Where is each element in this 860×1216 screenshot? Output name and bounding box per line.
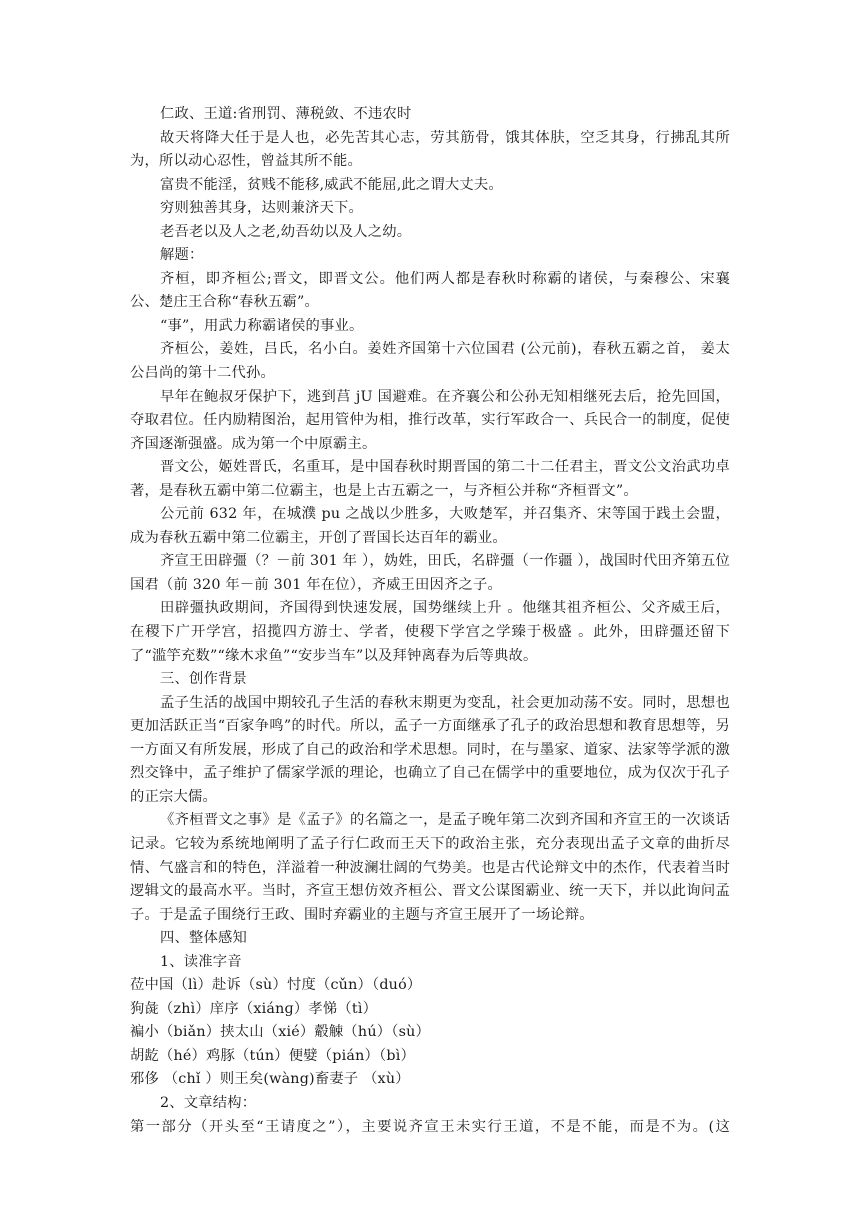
paragraph: 第一部分（开头至“王请度之”），主要说齐宣王未实行王道，不是不能，而是不为。(这 <box>130 1118 730 1135</box>
paragraph: 富贵不能淫，贫贱不能移,威武不能屈,此之谓大丈夫。 <box>160 176 503 193</box>
subsection-heading: 2、文章结构： <box>160 1094 257 1111</box>
section-heading: 四、整体感知 <box>160 930 247 947</box>
document-body <box>130 103 730 1139</box>
section-heading: 三、创作背景 <box>160 671 247 688</box>
subsection-heading: 1、读准字音 <box>160 953 242 970</box>
paragraph: 仁政、王道:省刑罚、薄税敛、不违农时 <box>160 106 412 122</box>
paragraph: 穷则独善其身，达则兼济天下。 <box>160 200 363 217</box>
paragraph: 齐宣王田辟彊（？－前 301 年 ），妫姓，田氏，名辟彊（一作疆 ），战国时代田齐第五位国君（前 320 年－前 301 年在位），齐威王田因齐之子。 <box>130 553 730 593</box>
paragraph: 《齐桓晋文之事》是《孟子》的名篇之一，是孟子晚年第二次到齐国和齐宣王的一次谈话记录。它较为系统地阐明了孟子行仁政而王天下的政治主张，充分表现出孟子文章的曲折尽情、气盛言和的特色，洋溢着一种波澜壮阔的气势美。也是古代论辩文中的杰作，代表着当时逻辑文的最高水平。当时，齐宣王想仿效齐桓公、晋文公谋图霸业、统一天下，并以此询问孟子。于是孟子围绕行王政、围时弃霸业的主题与齐宣王展开了一场论辩。 <box>130 812 730 923</box>
paragraph: 齐桓，即齐桓公;晋文，即晋文公。他们两人都是春秋时称霸的诸侯，与秦穆公、宋襄公、楚庄王合称“春秋五霸”。 <box>130 270 730 311</box>
paragraph: “事”，用武力称霸诸侯的事业。 <box>160 317 364 334</box>
paragraph: 孟子生活的战国中期较孔子生活的春秋末期更为变乱，社会更加动荡不安。同时，思想也更加活跃正当“百家争鸣”的时代。所以，孟子一方面继承了孔子的政治思想和教育思想等，另一方面又有所发展，形成了自己的政治和学术思想。同时，在与墨家、道家、法家等学派的激烈交锋中，孟子维护了儒家学派的理论，也确立了自己在儒学中的重要地位，成为仅次于孔子的正宗大儒。 <box>130 694 730 805</box>
paragraph: 齐桓公，姜姓，吕氏，名小白。姜姓齐国第十六位国君 (公元前)，春秋五霸之首， 姜太公吕尚的第十二代孙。 <box>130 341 730 382</box>
pronunciation-line: 胡龁（hé）鸡豚（tún）便嬖（pián）（bì） <box>130 1047 416 1064</box>
paragraph: 田辟彊执政期间，齐国得到快速发展，国势继续上升 。他继其祖齐桓公、父齐威王后，在稷下广开学宫，招揽四方游士、学者，使稷下学宫之学臻于极盛 。此外，田辟彊还留下了“滥竽充数”“缘木求鱼”“安步当车”以及拜钟离春为后等典故。 <box>130 600 730 664</box>
pronunciation-line: 褊小（biǎn）挟太山（xié）觳觫（hú）（sù） <box>130 1024 431 1041</box>
paragraph: 早年在鲍叔牙保护下，逃到莒 jU 国避难。在齐襄公和公孙无知相继死去后，抢先回国，夺取君位。任内励精图治，起用管仲为相，推行改革，实行军政合一、兵民合一的制度，促使齐国逐渐强盛。成为第一个中原霸主。 <box>130 388 730 452</box>
pronunciation-line: 莅中国（lì）赴诉（sù）忖度（cǔn）（duó） <box>130 977 422 994</box>
section-label: 解题： <box>160 247 204 264</box>
paragraph: 故天将降大任于是人也，必先苦其心志，劳其筋骨，饿其体肤，空乏其身，行拂乱其所为，所以动心忍性，曾益其所不能。 <box>130 129 730 170</box>
pronunciation-line: 邪侈 （chǐ ）则王矣(wàng)畜妻子 （xù） <box>130 1071 410 1088</box>
paragraph: 公元前 632 年，在城濮 pu 之战以少胜多，大败楚军，并召集齐、宋等国于践土会盟，成为春秋五霸中第二位霸主，开创了晋国长达百年的霸业。 <box>130 506 730 546</box>
pronunciation-line: 狗彘（zhì）庠序（xiánɡ）孝悌（tì） <box>130 1000 378 1017</box>
paragraph: 晋文公，姬姓晋氏，名重耳，是中国春秋时期晋国的第二十二任君主，晋文公文治武功卓著，是春秋五霸中第二位霸主，也是上古五霸之一，与齐桓公并称“齐桓晋文”。 <box>130 459 730 499</box>
paragraph: 老吾老以及人之老,幼吾幼以及人之幼。 <box>160 223 412 240</box>
